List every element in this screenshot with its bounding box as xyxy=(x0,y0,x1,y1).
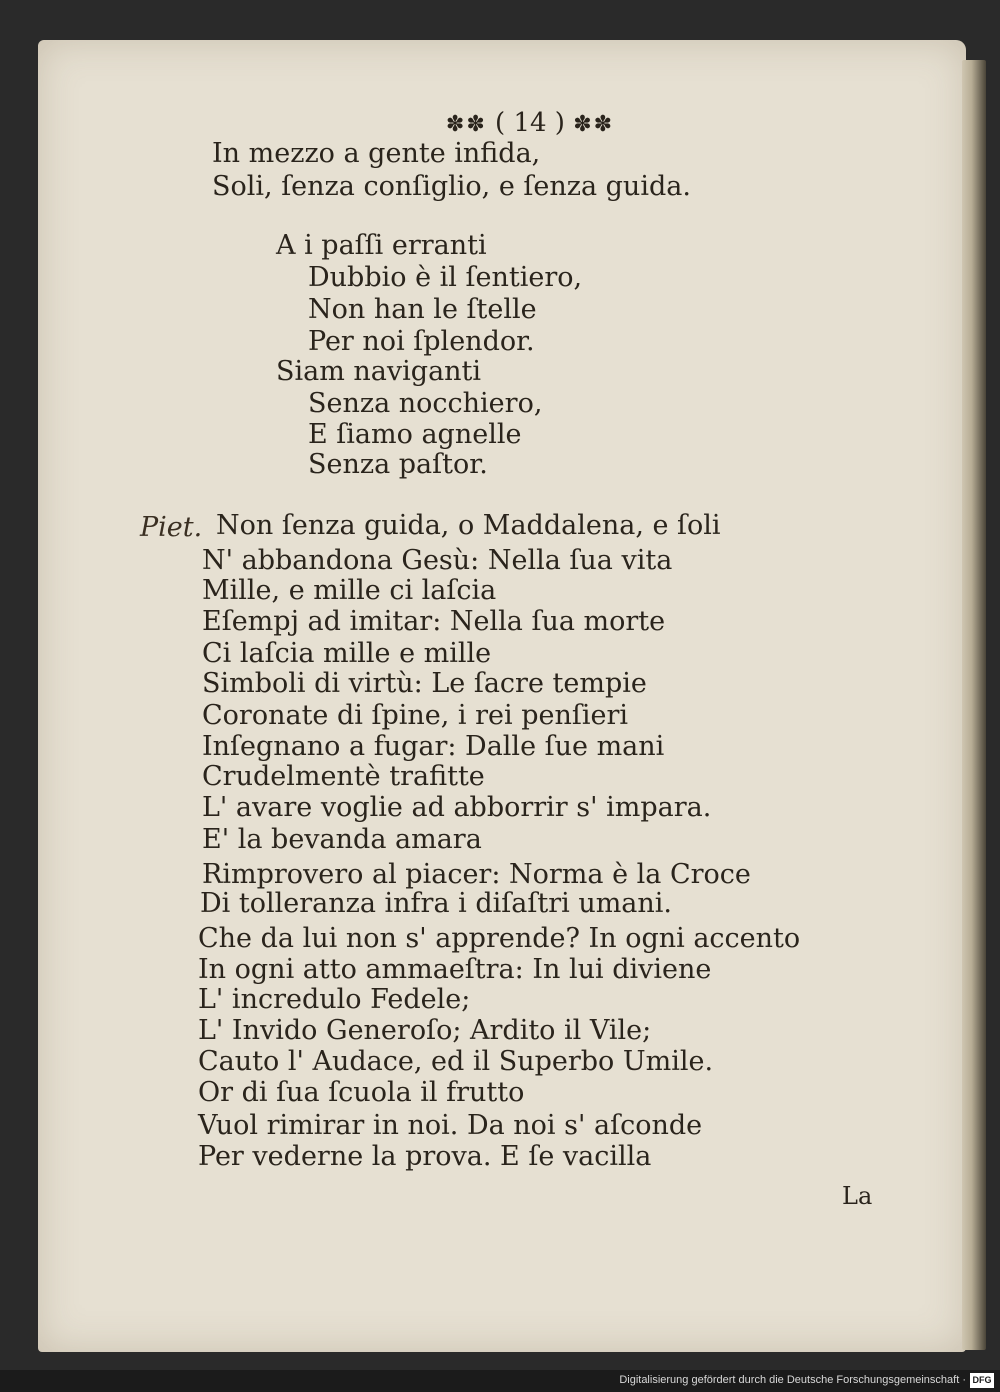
speaker-label: Piet. xyxy=(140,512,203,543)
recitative-line: Cauto l' Audace, ed il Superbo Umile. xyxy=(198,1046,714,1077)
dfg-logo-icon: DFG xyxy=(970,1373,994,1388)
recitative-line: Vuol rimirar in noi. Da noi s' aſconde xyxy=(198,1110,703,1141)
aria-line: E ſiamo agnelle xyxy=(308,419,522,450)
recitative-line: L' incredulo Fedele; xyxy=(198,984,471,1015)
text-line: Soli, ſenza conſiglio, e ſenza guida. xyxy=(212,171,691,202)
recitative-line: L' avare voglie ad abborrir s' impara. xyxy=(202,792,712,823)
recitative-line: Crudelmentè trafitte xyxy=(202,761,485,792)
page-number: ( 14 ) xyxy=(495,108,565,138)
funding-credit: Digitalisierung gefördert durch die Deutsche Forschungsgemeinschaft · xyxy=(619,1374,966,1386)
ornament-left-icon: ✽✽ xyxy=(445,112,487,137)
recitative-line: Rimprovero al piacer: Norma è la Croce xyxy=(202,859,751,890)
recitative-line: Inſegnano a fugar: Dalle ſue mani xyxy=(202,731,665,762)
recitative-line: Mille, e mille ci laſcia xyxy=(202,575,497,606)
recitative-line: Che da lui non s' apprende? In ogni accento xyxy=(198,923,801,954)
recitative-line: Ci laſcia mille e mille xyxy=(202,638,492,669)
recitative-line: Per vederne la prova. E ſe vacilla xyxy=(198,1141,652,1172)
recitative-line: Eſempj ad imitar: Nella ſua morte xyxy=(202,606,666,637)
aria-line: Senza paſtor. xyxy=(308,449,488,480)
aria-line: Senza nocchiero, xyxy=(308,388,543,419)
recitative-line: In ogni atto ammaeſtra: In lui diviene xyxy=(198,954,712,985)
ornament-right-icon: ✽✽ xyxy=(573,112,615,137)
text-line: In mezzo a gente infida, xyxy=(212,138,541,169)
recitative-line: Or di ſua ſcuola il frutto xyxy=(198,1077,525,1108)
book-spine xyxy=(962,60,986,1350)
recitative-line: Non ſenza guida, o Maddalena, e ſoli xyxy=(216,510,721,541)
footer-bar xyxy=(0,1370,1000,1392)
recitative-line: Di tolleranza infra i diſaſtri umani. xyxy=(200,888,673,919)
recitative-line: E' la bevanda amara xyxy=(202,824,482,855)
aria-line: Per noi ſplendor. xyxy=(308,326,535,357)
catchword: La xyxy=(842,1182,873,1210)
aria-line: A i paſſi erranti xyxy=(276,230,487,261)
aria-line: Dubbio è il ſentiero, xyxy=(308,262,583,293)
aria-line: Non han le ſtelle xyxy=(308,294,537,325)
recitative-line: N' abbandona Gesù: Nella ſua vita xyxy=(202,545,673,576)
aria-line: Siam naviganti xyxy=(276,356,482,387)
recitative-line: Simboli di virtù: Le ſacre tempie xyxy=(202,668,647,699)
recitative-line: L' Invido Generoſo; Ardito il Vile; xyxy=(198,1015,652,1046)
recitative-line: Coronate di ſpine, i rei penſieri xyxy=(202,700,629,731)
